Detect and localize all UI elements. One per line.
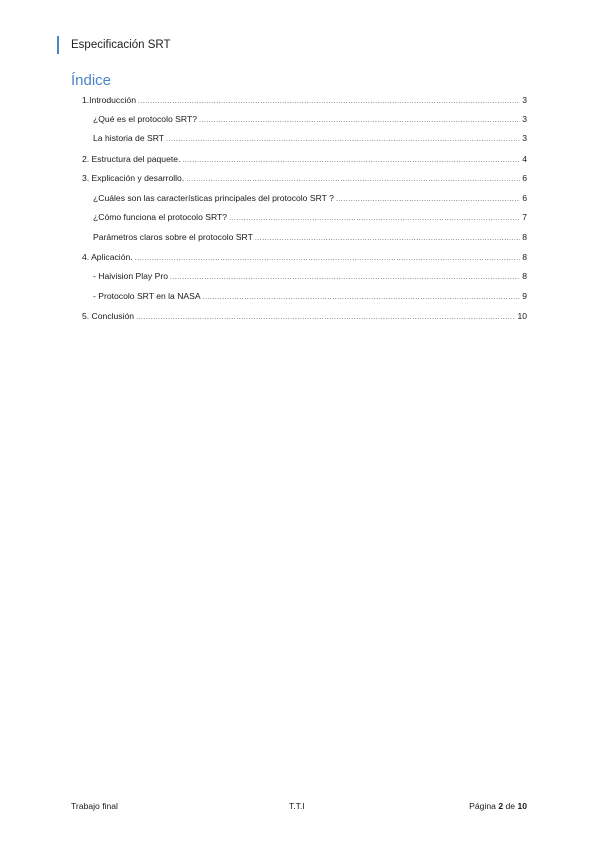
footer-left-text: Trabajo final	[71, 801, 118, 811]
toc-entry-estructura-paquete[interactable]: 2. Estructura del paquete. ..... 4	[82, 153, 527, 165]
toc-entry-introduccion[interactable]: 1.Introducción ..... 3	[82, 94, 527, 106]
toc-entry-srt-nasa[interactable]: - Protocolo SRT en la NASA ..... 9	[93, 290, 527, 302]
toc-entry-que-es-srt[interactable]: ¿Qué es el protocolo SRT? ..... 3	[93, 113, 527, 125]
toc-entry-haivision-play-pro[interactable]: - Haivision Play Pro ..... 8	[93, 270, 527, 282]
toc-entry-aplicacion[interactable]: 4. Aplicación. ..... 8	[82, 251, 527, 263]
toc-entry-conclusion[interactable]: 5. Conclusión ..... 10	[82, 310, 527, 322]
page-footer	[71, 799, 527, 813]
toc-title: Índice	[71, 72, 112, 89]
toc-entry-caracteristicas-srt[interactable]: ¿Cuáles son las características principales del protocolo SRT ? ..... 6	[93, 192, 527, 204]
toc-entry-como-funciona-srt[interactable]: ¿Cómo funciona el protocolo SRT? ..... 7	[93, 211, 527, 223]
toc-entry-explicacion-desarrollo[interactable]: 3. Explicación y desarrollo. ..... 6	[82, 172, 527, 184]
toc-entry-historia-srt[interactable]: La historia de SRT ..... 3	[93, 132, 527, 144]
footer-center-text: T.T.I	[289, 801, 305, 811]
toc-entry-parametros-srt[interactable]: Parámetros claros sobre el protocolo SRT ..... 8	[93, 231, 527, 243]
page-header	[57, 36, 171, 54]
document-title: Especificación SRT	[71, 39, 171, 51]
page-number: Página 2 de 10	[469, 801, 527, 811]
